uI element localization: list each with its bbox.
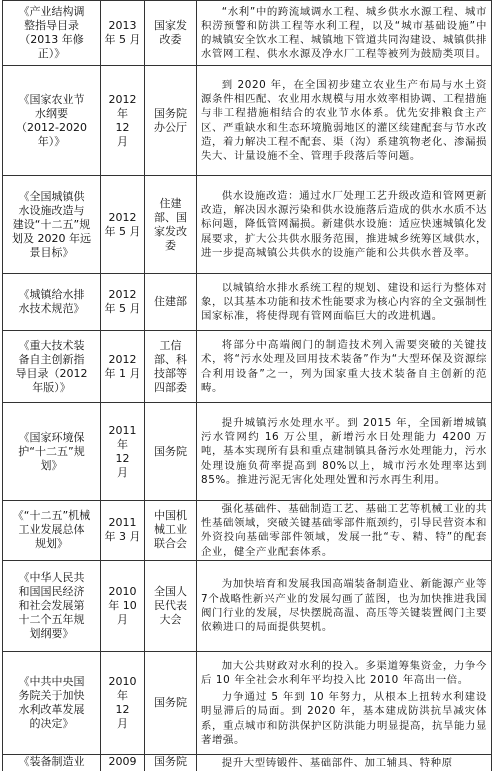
issuing-body-line: 办公厅: [154, 120, 187, 134]
policy-title-cell: [3, 274, 101, 331]
policy-table: [2, 0, 492, 771]
issue-date-cell: [101, 754, 145, 771]
policy-content-cell: [197, 331, 492, 403]
issue-date-line: 2011: [108, 423, 137, 437]
issuing-body-line: 四部委: [154, 380, 187, 394]
issuing-body-line: 国家发: [154, 19, 187, 32]
policy-content-cell: [197, 754, 492, 771]
policy-title-line: 正）》: [37, 47, 66, 60]
issuing-body-cell: [145, 1, 197, 66]
issuing-body-cell: [145, 176, 197, 274]
policy-title-cell: [3, 331, 101, 403]
issuing-body-line: 住建: [159, 196, 182, 210]
issue-date-line: 12: [115, 451, 130, 465]
issue-date-line: 2012: [108, 210, 137, 224]
issuing-body-line: 中国机: [154, 509, 187, 523]
policy-content-paragraph: 为加快培育和发展我国高端装备制造业、新能源产业等7个战略性新兴产业的发展勾画了蓝图，也为加快推进我国阀门行业的发展，尽快摆脱高温、高压等关键装置阀门主要依赖进口的局面提供契机。: [201, 578, 487, 634]
policy-content-cell: [197, 1, 492, 66]
table-row: [3, 66, 492, 176]
policy-title-cell: [3, 560, 101, 651]
issuing-body-line: 技部等: [154, 366, 187, 380]
issuing-body-cell: [145, 403, 197, 501]
issuing-body-line: 工信: [159, 338, 182, 352]
table-row: [3, 176, 492, 274]
policy-title-line: 务院关于加快: [18, 688, 85, 702]
issuing-body-cell: [145, 331, 197, 403]
policy-title-line: 工业发展总体: [18, 523, 85, 537]
policy-content-cell: [197, 651, 492, 754]
policy-title-line: 《产业结构调: [18, 5, 85, 18]
issue-date-line: 年 1 月: [104, 366, 141, 380]
issue-date-line: 12: [115, 120, 130, 134]
policy-title-cell: [3, 176, 101, 274]
policy-content-cell: [197, 66, 492, 176]
issuing-body-line: 住建部: [154, 295, 187, 308]
issuing-body-line: 部、国: [154, 210, 187, 224]
policy-content-cell: [197, 176, 492, 274]
policy-content-paragraph: 供水设施改造：通过水厂处理工艺升级改造和管网更新改造，解决因水源污染和供水设施落后造成的供水水质不达标问题，降低管网漏损。新建供水设施：适应快速城镇化发展要求，扩大公共供水服务范围，推进城乡统筹区域供水，进一步提高城镇公共供水的设施产能和公共供水普及率。: [201, 189, 487, 259]
policy-table-body: [3, 1, 492, 771]
policy-title-line: 《国家环境保: [18, 430, 85, 444]
issuing-body-cell: [145, 501, 197, 561]
policy-title-line: （2013 年修: [19, 33, 84, 46]
table-row: [3, 1, 492, 66]
policy-title-line: 水纲要: [35, 106, 68, 120]
policy-content-cell: [197, 560, 492, 651]
policy-content-paragraph: 到 2020 年，在全国初步建立农业生产布局与水土资源条件相匹配、农业用水规模与用水效率相协调、工程措施与非工程措施相结合的农业节水体系。优先安排粮食主产区、严重缺水和生态环境脆弱地区的灌区续建配套与节水改造，着力解决工程不配套、渠（沟）系建筑物老化、渗漏损失大、计量设施不全、管理手段落后等问题。: [201, 78, 487, 162]
issuing-body-line: 国务院: [154, 444, 187, 458]
policy-title-cell: [3, 501, 101, 561]
table-row: [3, 331, 492, 403]
issue-date-line: 2012: [108, 92, 137, 106]
policy-content-paragraph: 加大公共财政对水利的投入。多渠道筹集资金，力争今后 10 年全社会水利年平均投入比 2010 年高出一倍。: [201, 659, 487, 686]
policy-title-cell: [3, 1, 101, 66]
issue-date-cell: [101, 66, 145, 176]
table-row: [3, 651, 492, 754]
issuing-body-line: 国务院: [154, 695, 187, 709]
policy-title-line: 水技术规范》: [18, 302, 85, 315]
issue-date-cell: [101, 651, 145, 754]
issuing-body-cell: [145, 651, 197, 754]
policy-title-line: 年版）》: [32, 380, 71, 394]
issue-date-line: 年: [117, 106, 128, 120]
policy-title-cell: [3, 754, 101, 771]
policy-title-line: 整指导目录: [24, 19, 79, 32]
table-row: [3, 501, 492, 561]
policy-title-line: 《全国城镇供: [18, 189, 85, 203]
policy-title-line: 护“十二五”规: [18, 444, 85, 458]
policy-content-paragraph: 将部分中高端阀门的制造技术列入需要突破的关键技术，将“污水处理及回用技术装备”作为“大型环保及资源综合利用设备”之一，列为国家重大技术装备自主创新的范畴。: [201, 339, 487, 394]
issuing-body-cell: [145, 274, 197, 331]
issuing-body-line: 国务院: [154, 106, 187, 120]
issue-date-line: 2013: [108, 19, 137, 32]
issuing-body-line: 全国人: [154, 584, 187, 598]
issue-date-cell: [101, 501, 145, 561]
issue-date-line: 月: [117, 134, 128, 148]
policy-title-cell: [3, 651, 101, 754]
policy-content-paragraph: 强化基础件、基础制造工艺、基础工艺等机械工业的共性基础领域，突破关键基础零部件瓶颈约，引导民营资本和外资投向基础零部件领域，发展一批“专、精、特”的配套企业，健全产业配套体系。: [201, 503, 487, 558]
policy-title-line: 划纲要》: [29, 626, 74, 640]
policy-title-line: 景目标》: [29, 245, 74, 259]
issue-date-cell: [101, 331, 145, 403]
issue-date-line: 月: [117, 465, 128, 479]
issue-date-cell: [101, 176, 145, 274]
policy-content-paragraph: 以城镇给水排水系统工程的规划、建设和运行为整体对象，以其基本功能和技术性能要求为核心内容的全文强制性国家标准，将使得现有管网面临巨大的改进机遇。: [201, 281, 487, 323]
issue-date-line: 年 3 月: [104, 530, 141, 544]
issue-date-line: 年 10: [108, 598, 137, 612]
issuing-body-line: 大会: [159, 612, 182, 626]
issue-date-line: 年 5 月: [104, 33, 141, 46]
policy-title-line: 《重大技术装: [18, 338, 85, 352]
issuing-body-line: 部、科: [154, 352, 187, 366]
policy-title-line: 备自主创新指: [18, 352, 85, 366]
issue-date-line: 月: [117, 716, 128, 730]
policy-title-line: 水设施改造与: [18, 203, 85, 217]
issuing-body-line: 委: [165, 238, 176, 252]
policy-title-line: 规划》: [35, 537, 68, 551]
policy-title-line: 建设“十二五”规: [12, 217, 91, 231]
policy-title-line: 《国家农业节: [18, 92, 85, 106]
policy-content-cell: [197, 501, 492, 561]
policy-content-cell: [197, 274, 492, 331]
issuing-body-cell: [145, 66, 197, 176]
policy-content-paragraph: 提升大型铸锻件、基础部件、加工辅具、特种原: [221, 756, 453, 769]
issuing-body-cell: [145, 560, 197, 651]
policy-title-line: 和社会发展第: [18, 598, 85, 612]
policy-title-line: 和国国民经济: [18, 584, 85, 598]
issuing-body-line: 械工业: [154, 523, 187, 537]
issuing-body-line: 民代表: [154, 598, 187, 612]
table-row: [3, 754, 492, 771]
issue-date-line: 2012: [108, 288, 137, 301]
issue-date-line: 年: [117, 437, 128, 451]
issuing-body-line: 家发改: [154, 224, 187, 238]
policy-title-line: 十二个五年规: [18, 612, 85, 626]
policy-title-line: 导目录（2012: [15, 366, 88, 380]
policy-title-line: 年）》: [37, 134, 66, 148]
policy-title-cell: [3, 403, 101, 501]
policy-title-line: 的决定》: [29, 716, 74, 730]
policy-title-cell: [3, 66, 101, 176]
table-row: [3, 274, 492, 331]
policy-title-line: 水利改革发展: [18, 702, 85, 716]
policy-title-line: 《中共中央国: [18, 674, 85, 688]
issue-date-line: 2009: [108, 754, 137, 768]
issuing-body-cell: [145, 754, 197, 771]
policy-content-paragraph: 力争通过 5 年到 10 年努力，从根本上扭转水利建设明显滞后的局面。到 2020 年，基本建成防洪抗旱减灾体系，重点城市和防洪保护区防洪能力明显提高，抗旱能力显著增强。: [201, 691, 487, 746]
issue-date-cell: [101, 403, 145, 501]
policy-title-line: 《中华人民共: [18, 570, 85, 584]
policy-content-paragraph: “水利”中的跨流域调水工程、城乡供水水源工程、城市积涝预警和防洪工程等水利工程，以及“城市基础设施”中的城镇安全饮水工程、城镇地下管道共同沟建设、城镇供排水管网工程、供水水源及净水厂工程等被列为鼓励类项目。: [201, 5, 487, 61]
policy-content-cell: [197, 403, 492, 501]
issue-date-line: 12: [115, 702, 130, 716]
issue-date-cell: [101, 560, 145, 651]
issue-date-line: 月: [117, 612, 128, 626]
issue-date-line: 年 5 月: [104, 302, 141, 315]
policy-content-paragraph: 提升城镇污水处理水平。到 2015 年，全国新增城镇污水管网约 16 万公里，新增污水日处理能力 4200 万吨，基本实现所有县和重点建制镇具备污水处理能力，污水处理设施负荷率提高到 80%以上，城市污水处理率达到 85%。推进污泥无害化处理处置和污水再生利用。: [201, 416, 487, 486]
policy-title-line: 划》: [40, 458, 63, 472]
issue-date-line: 2010: [108, 584, 137, 598]
issue-date-line: 年 5 月: [104, 224, 141, 238]
issuing-body-line: 国务院: [154, 754, 187, 768]
policy-title-line: 《装备制造业: [18, 754, 85, 768]
issuing-body-line: 联合会: [154, 537, 187, 551]
issue-date-line: 2010: [108, 674, 137, 688]
issue-date-cell: [101, 1, 145, 66]
policy-title-line: 《“十二五”机械: [12, 509, 91, 523]
issuing-body-line: 改委: [159, 33, 182, 46]
issue-date-line: 年: [117, 688, 128, 702]
table-row: [3, 560, 492, 651]
policy-title-line: （2012-2020: [16, 120, 87, 134]
table-row: [3, 403, 492, 501]
policy-title-line: 划及 2020 年远: [12, 231, 91, 245]
issue-date-line: 2011: [108, 516, 137, 530]
issue-date-cell: [101, 274, 145, 331]
policy-title-line: 《城镇给水排: [18, 288, 85, 301]
issue-date-line: 2012: [108, 352, 137, 366]
